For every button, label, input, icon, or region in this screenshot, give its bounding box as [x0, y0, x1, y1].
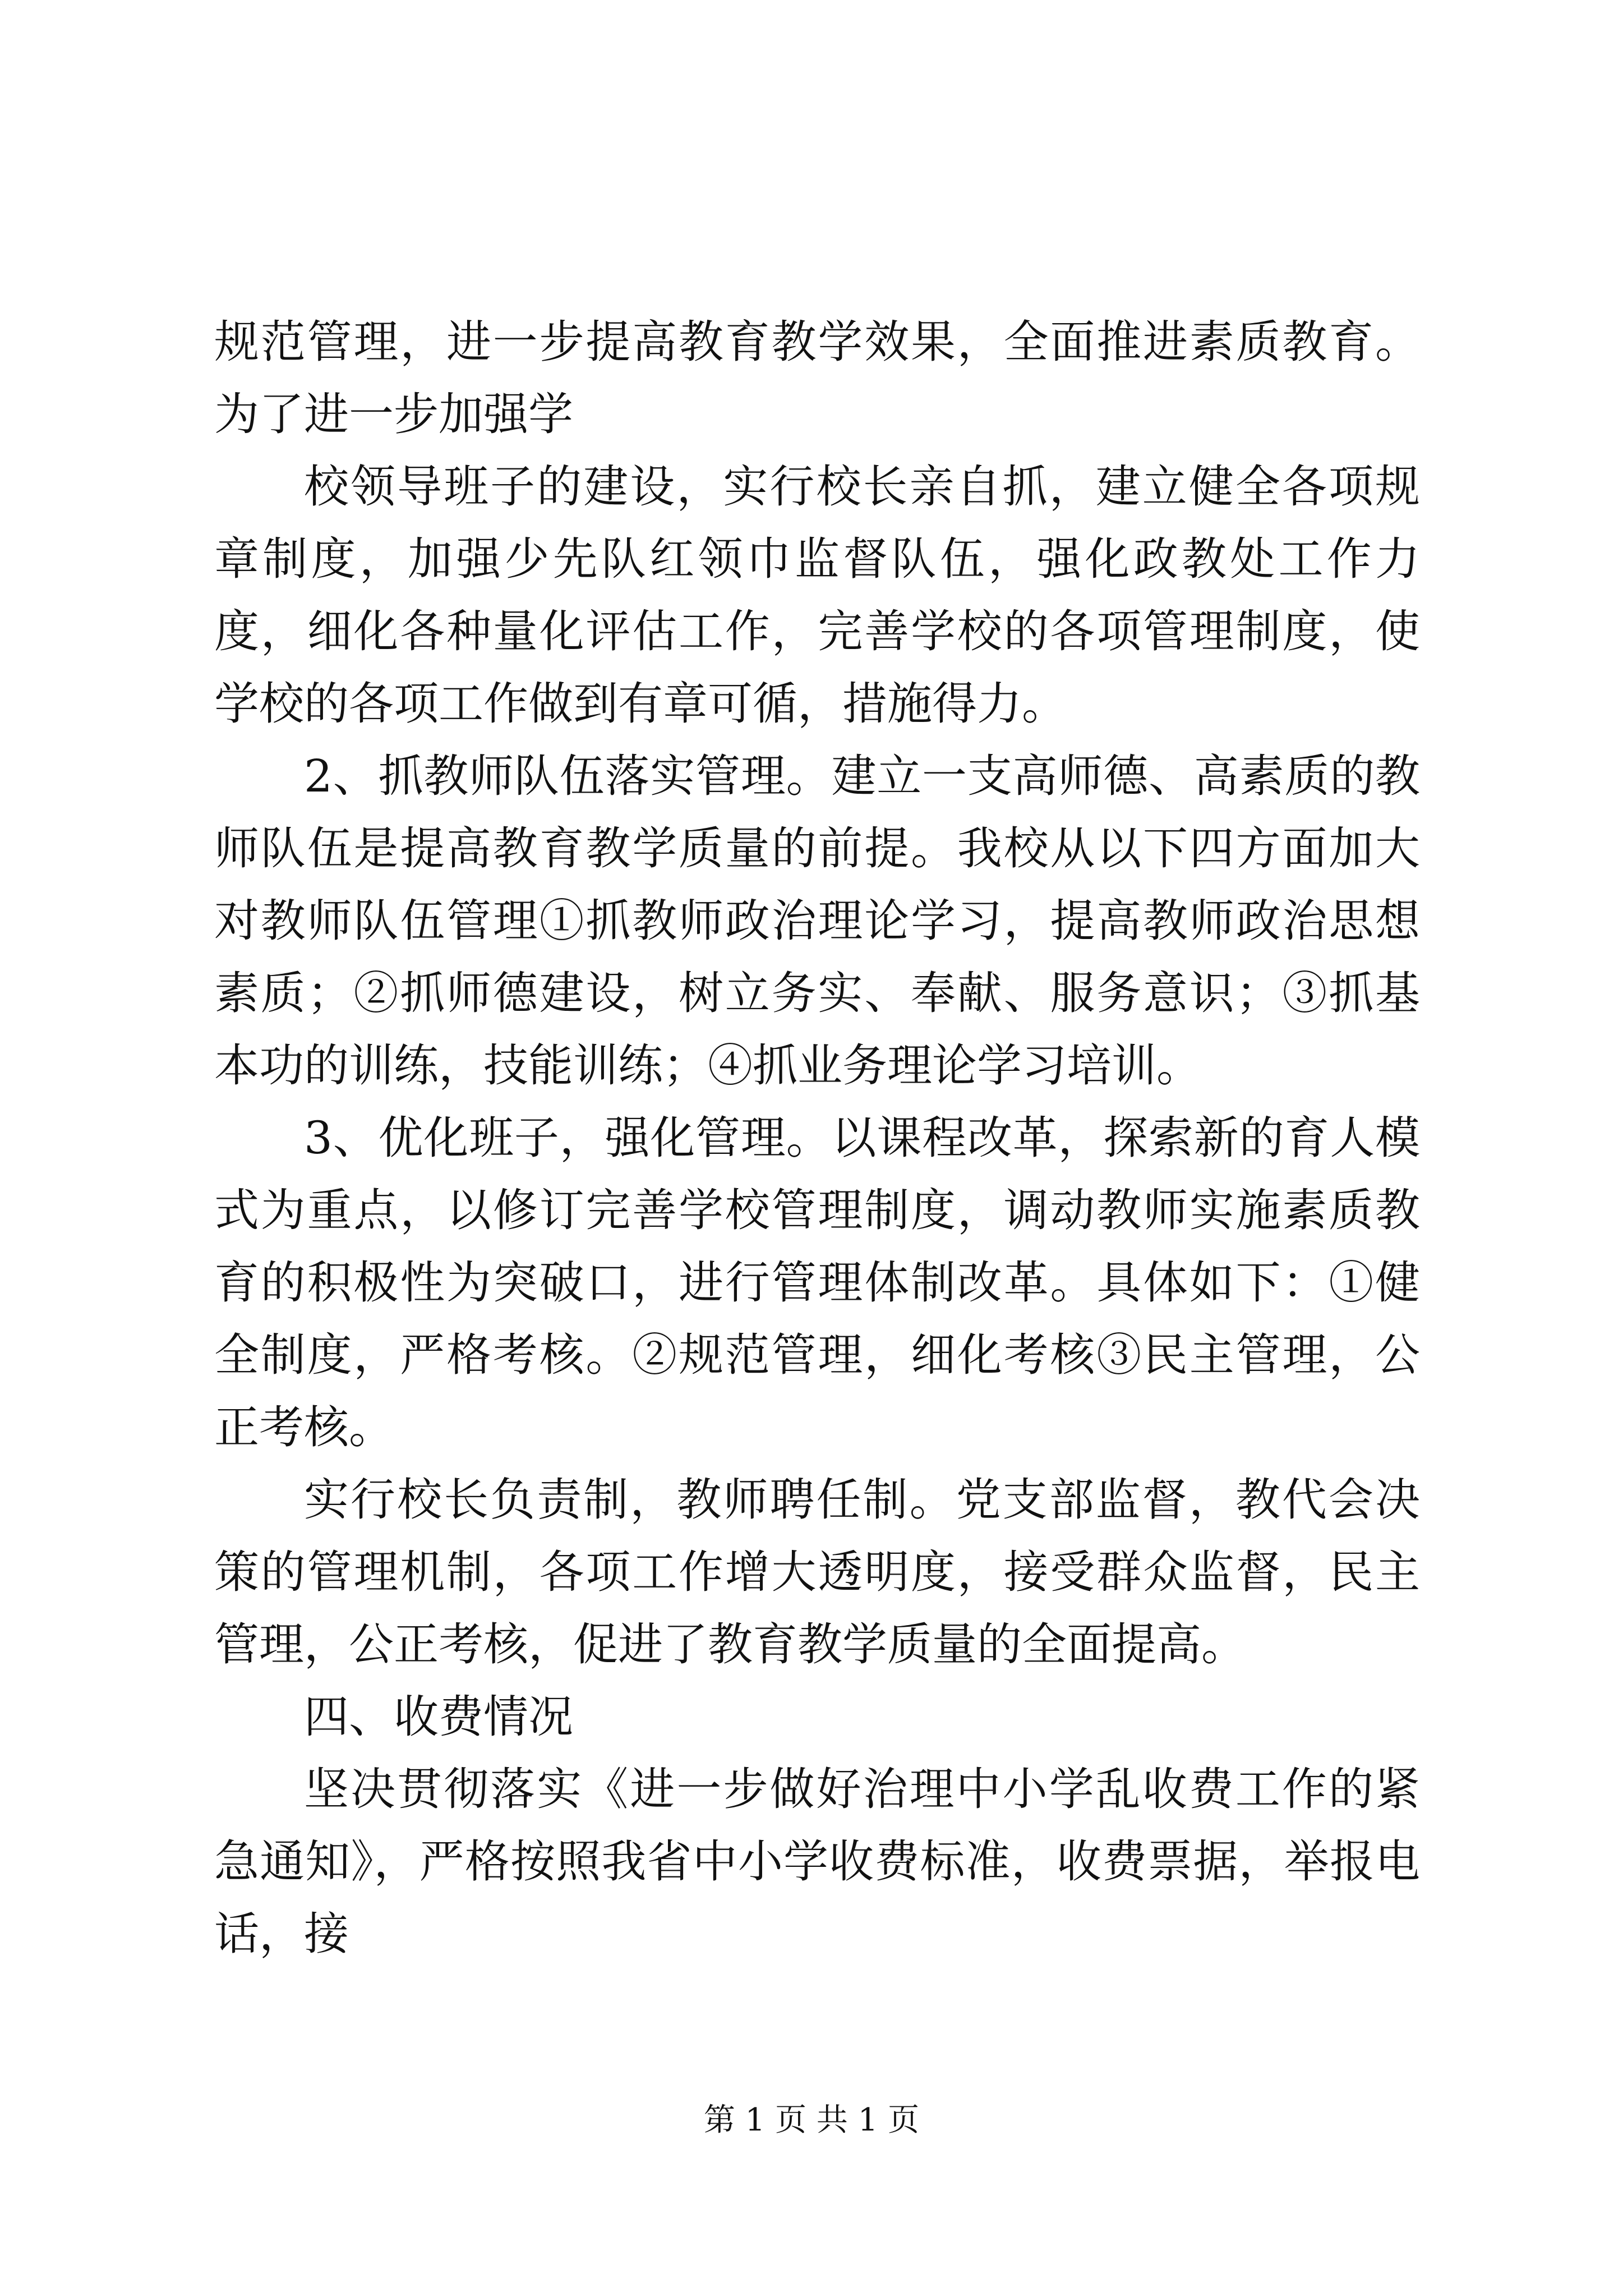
document-body: [214, 306, 1420, 1970]
section-heading: 四、收费情况: [304, 1691, 573, 1743]
paragraph: 实行校长负责制，教师聘任制。党支部监督，教代会决策的管理机制，各项工作增大透明度，接受群众监督，民主管理，公正考核，促进了教育教学质量的全面提高。: [214, 1474, 1420, 1671]
paragraph: 校领导班子的建设，实行校长亲自抓，建立健全各项规章制度，加强少先队红领巾监督队伍，强化政教处工作力度，细化各种量化评估工作，完善学校的各项管理制度，使学校的各项工作做到有章可循，措施得力。: [214, 461, 1420, 730]
page-footer: 第 1 页 共 1 页: [703, 2102, 920, 2138]
paragraph: 坚决贯彻落实《进一步做好治理中小学乱收费工作的紧急通知》，严格按照我省中小学收费标准，收费票据，举报电话，接: [214, 1763, 1420, 1960]
paragraph: 3、优化班子，强化管理。以课程改革，探索新的育人模式为重点，以修订完善学校管理制度，调动教师实施素质教育的积极性为突破口，进行管理体制改革。具体如下：①健全制度，严格考核。②规范管理，细化考核③民主管理，公正考核。: [214, 1112, 1420, 1453]
paragraph: 2、抓教师队伍落实管理。建立一支高师德、高素质的教师队伍是提高教育教学质量的前提。我校从以下四方面加大对教师队伍管理①抓教师政治理论学习，提高教师政治思想素质；②抓师德建设，树立务实、奉献、服务意识；③抓基本功的训练，技能训练；④抓业务理论学习培训。: [214, 750, 1420, 1092]
paragraph: 规范管理，进一步提高教育教学效果，全面推进素质教育。为了进一步加强学: [214, 316, 1420, 440]
